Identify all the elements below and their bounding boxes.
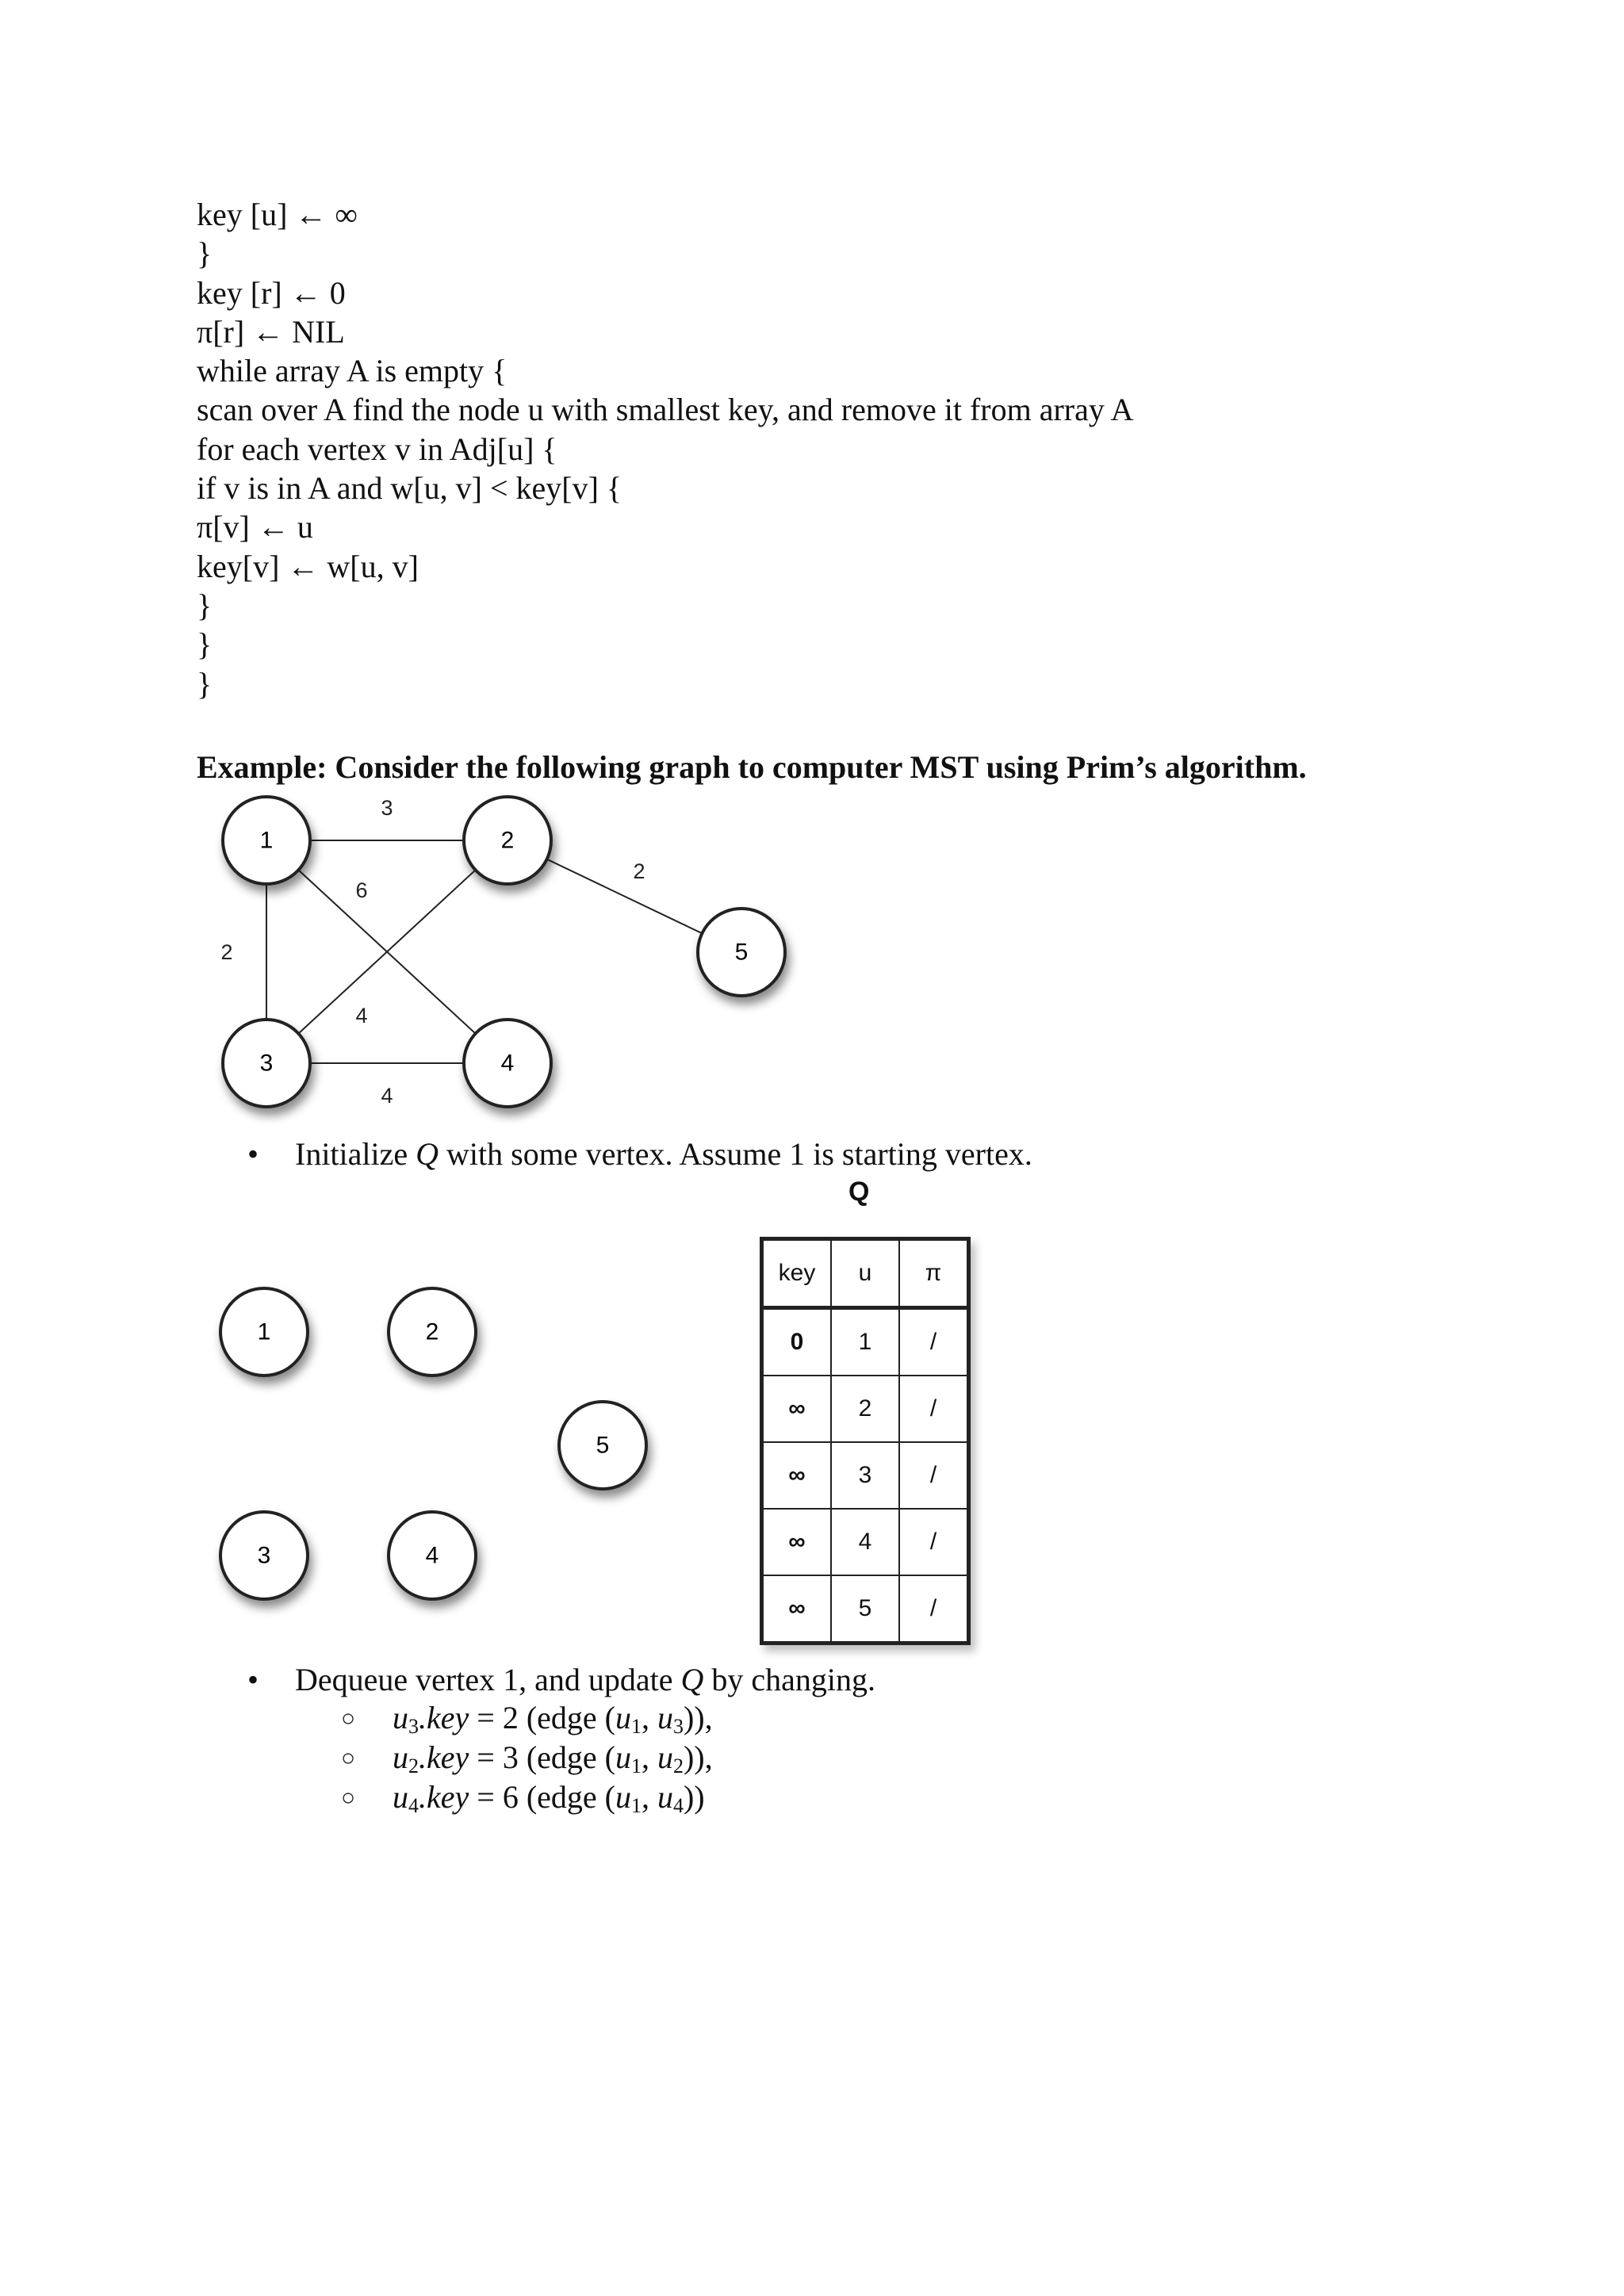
code-line: key [r] ← 0 xyxy=(197,274,346,311)
bullet-dequeue: • Dequeue vertex 1, and update Q by changing. xyxy=(247,1662,875,1697)
graph-node-3 xyxy=(223,1020,310,1107)
code-line: π[r] ← NIL xyxy=(197,313,345,350)
graph-node-5 xyxy=(698,909,785,996)
pi-cell: / xyxy=(899,1509,969,1575)
bullet-initialize: • Initialize Q with some vertex. Assume 1 is starting vertex. xyxy=(247,1136,1032,1172)
queue-node-1 xyxy=(220,1288,308,1376)
vertex-cell: 1 xyxy=(831,1308,899,1376)
bullet-dot: • xyxy=(247,1136,259,1172)
column-header-u: u xyxy=(831,1239,899,1308)
isolated-vertices xyxy=(220,1288,646,1599)
column-header-key: key xyxy=(762,1239,832,1308)
edge-weight-2-5: 2 xyxy=(633,859,645,883)
code-line: key [u] ← ∞ xyxy=(197,197,358,232)
queue-node-3 xyxy=(220,1512,308,1599)
code-line: while array A is empty { xyxy=(197,353,508,389)
key-cell: ∞ xyxy=(762,1575,832,1644)
pi-cell: / xyxy=(899,1575,969,1644)
edge-weight-1-4: 6 xyxy=(355,878,368,902)
bullet-dot: • xyxy=(247,1662,259,1697)
edge-weight-1-2: 3 xyxy=(381,796,393,820)
key-update-item: ○ $u_3.key = 2$ (edge ($u_1$, $u_3$)), xyxy=(341,1700,713,1738)
key-update-item: ○ $u_2.key = 3$ (edge ($u_1$, $u_2$)), xyxy=(341,1739,713,1777)
code-line: } xyxy=(197,587,213,623)
code-line: } xyxy=(197,626,213,663)
svg-text:2: 2 xyxy=(425,1318,439,1345)
queue-node-2 xyxy=(389,1288,476,1376)
svg-text:1: 1 xyxy=(259,827,274,854)
svg-text:4: 4 xyxy=(500,1050,515,1077)
code-line: scan over A find the node u with smallest key, and remove it from array A xyxy=(197,392,1134,428)
pi-cell: / xyxy=(899,1376,969,1442)
vertex-cell: 2 xyxy=(831,1376,899,1442)
edge-weight-3-2: 4 xyxy=(355,1004,368,1027)
vertex-cell: 3 xyxy=(831,1442,899,1509)
sub-bullet-circle: ○ xyxy=(341,1705,356,1732)
queue-node-4 xyxy=(389,1512,476,1599)
sub-bullet-circle: ○ xyxy=(341,1785,356,1811)
code-line: if v is in A and w[u, v] < key[v] { xyxy=(197,470,622,507)
graph-node-2 xyxy=(464,797,551,884)
example-heading: Example: Consider the following graph to computer MST using Prim’s algorithm. xyxy=(197,749,1307,785)
vertex-cell: 4 xyxy=(831,1509,899,1575)
code-line: } xyxy=(197,235,213,272)
graph-node-4 xyxy=(464,1020,551,1107)
column-header-pi: π xyxy=(899,1239,969,1308)
table-row xyxy=(762,1308,969,1376)
key-cell: ∞ xyxy=(762,1376,832,1442)
pi-cell: / xyxy=(899,1308,969,1376)
priority-queue-table xyxy=(760,1237,971,1645)
table-row xyxy=(762,1509,969,1575)
sub-bullet-circle: ○ xyxy=(341,1745,356,1771)
key-cell: ∞ xyxy=(762,1509,832,1575)
code-line: key[v] ← w[u, v] xyxy=(197,548,419,584)
svg-text:3: 3 xyxy=(257,1542,271,1569)
svg-text:1: 1 xyxy=(257,1318,271,1345)
code-line: for each vertex v in Adj[u] { xyxy=(197,430,557,467)
pi-cell: / xyxy=(899,1442,969,1509)
graph-node-1 xyxy=(223,797,310,884)
vertex-cell: 5 xyxy=(831,1575,899,1644)
table-row xyxy=(762,1575,969,1644)
svg-text:3: 3 xyxy=(259,1050,274,1077)
table-row xyxy=(762,1376,969,1442)
svg-text:5: 5 xyxy=(596,1432,610,1459)
key-update-item: ○ $u_4.key = 6$ (edge ($u_1$, $u_4$)) xyxy=(341,1779,705,1817)
edge-weight-1-3: 2 xyxy=(220,940,233,964)
svg-text:4: 4 xyxy=(425,1542,439,1569)
key-cell: ∞ xyxy=(762,1442,832,1509)
key-cell: 0 xyxy=(762,1308,832,1376)
edge-weight-3-4: 4 xyxy=(381,1084,393,1108)
svg-text:2: 2 xyxy=(500,827,515,854)
code-line: } xyxy=(197,665,213,702)
table-row xyxy=(762,1442,969,1509)
queue-title: Q xyxy=(848,1177,870,1207)
svg-text:5: 5 xyxy=(734,939,749,966)
code-line: π[v] ← u xyxy=(197,509,313,545)
queue-node-5 xyxy=(559,1402,646,1489)
